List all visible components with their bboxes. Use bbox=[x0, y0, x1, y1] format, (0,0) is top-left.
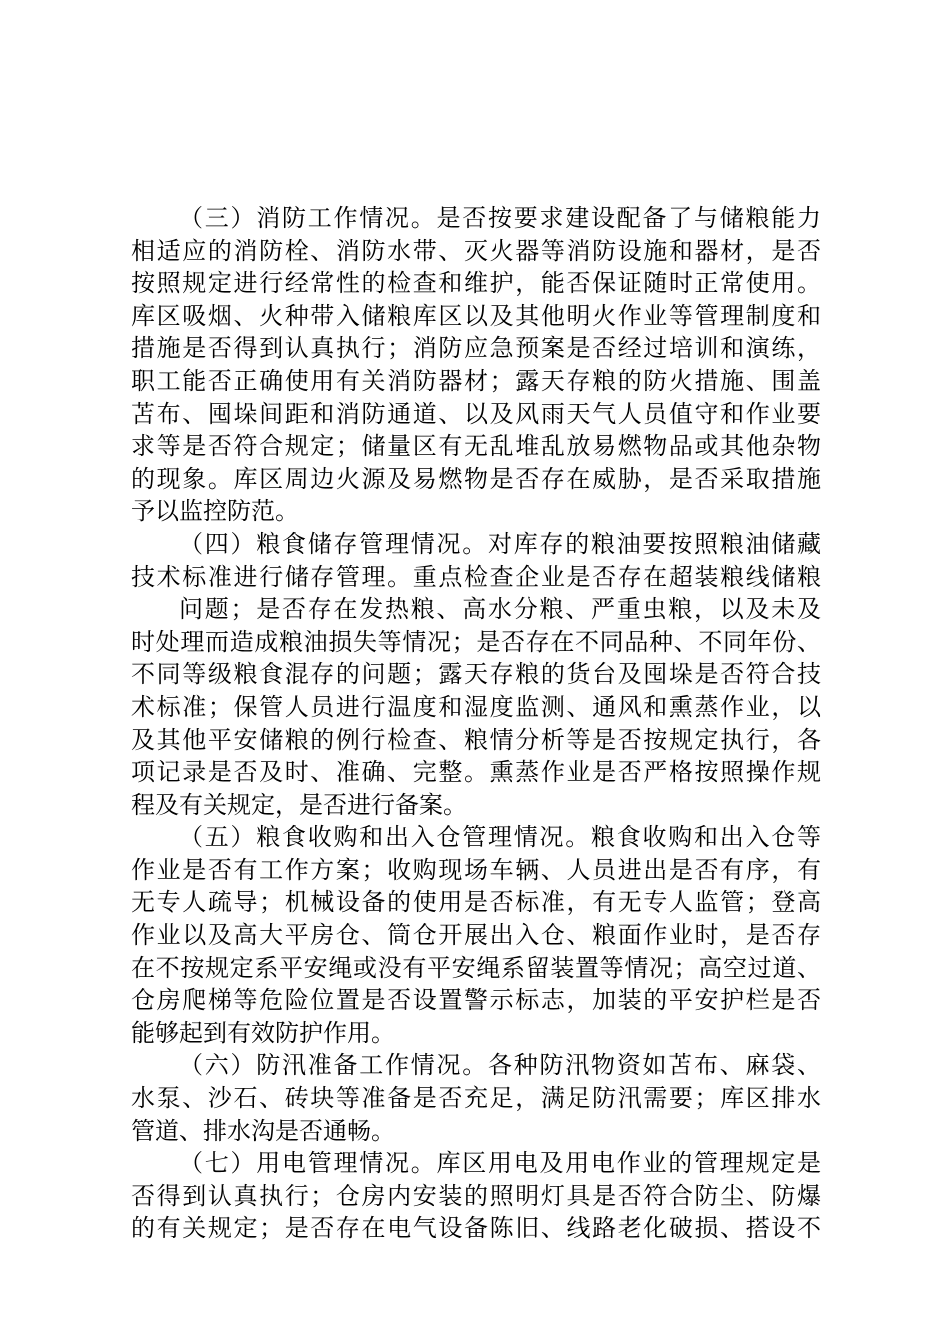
text-line: 予以监控防范。 bbox=[131, 497, 299, 526]
text-line: 求等是否符合规定；储量区有无乱堆乱放易燃物品或其他杂物 bbox=[131, 432, 821, 461]
text-line: 作业以及高大平房仓、筒仓开展出入仓、粮面作业时，是否存 bbox=[131, 921, 821, 950]
text-line: 否得到认真执行；仓房内安装的照明灯具是否符合防尘、防爆 bbox=[131, 1181, 821, 1210]
text-line: 按照规定进行经常性的检查和维护，能否保证随时正常使用。 bbox=[131, 269, 821, 298]
text-line: 技术标准进行储存管理。重点检查企业是否存在超装粮线储粮 bbox=[131, 562, 821, 591]
text-line: 库区吸烟、火种带入储粮库区以及其他明火作业等管理制度和 bbox=[131, 301, 821, 330]
text-line: 相适应的消防栓、消防水带、灭火器等消防设施和器材，是否 bbox=[131, 236, 821, 265]
paragraph-6-heading-line: （六）防汛准备工作情况。各种防汛物资如苫布、麻袋、 bbox=[179, 1051, 821, 1080]
document-body bbox=[131, 202, 821, 1245]
text-line: 的现象。库区周边火源及易燃物是否存在威胁，是否采取措施 bbox=[131, 464, 821, 493]
text-line: 不同等级粮食混存的问题；露天存粮的货台及囤垛是否符合技 bbox=[131, 660, 821, 689]
text-line: 作业是否有工作方案；收购现场车辆、人员进出是否有序，有 bbox=[131, 855, 821, 884]
text-line: 程及有关规定，是否进行备案。 bbox=[131, 790, 467, 819]
text-line: 能够起到有效防护作用。 bbox=[131, 1018, 395, 1047]
paragraph-3-heading-line: （三）消防工作情况。是否按要求建设配备了与储粮能力 bbox=[179, 204, 821, 232]
text-line: 无专人疏导；机械设备的使用是否标准，有无专人监管；登高 bbox=[131, 888, 821, 917]
text-line: 术标准；保管人员进行温度和湿度监测、通风和熏蒸作业，以 bbox=[131, 692, 821, 721]
text-line: 水泵、沙石、砖块等准备是否充足，满足防汛需要；库区排水 bbox=[131, 1084, 821, 1113]
text-line: 职工能否正确使用有关消防器材；露天存粮的防火措施、围盖 bbox=[131, 366, 821, 395]
paragraph-7-heading-line: （七）用电管理情况。库区用电及用电作业的管理规定是 bbox=[179, 1149, 821, 1178]
text-line: 问题；是否存在发热粮、高水分粮、严重虫粮，以及未及 bbox=[179, 595, 821, 624]
text-line: 在不按规定系平安绳或没有平安绳系留装置等情况；高空过道、 bbox=[131, 953, 821, 982]
text-line: 管道、排水沟是否通畅。 bbox=[131, 1116, 395, 1145]
text-line: 项记录是否及时、准确、完整。熏蒸作业是否严格按照操作规 bbox=[131, 758, 821, 787]
text-line: 的有关规定；是否存在电气设备陈旧、线路老化破损、搭设不 bbox=[131, 1214, 821, 1243]
paragraph-4-heading-line: （四）粮食储存管理情况。对库存的粮油要按照粮油储藏 bbox=[179, 529, 821, 558]
text-line: 时处理而造成粮油损失等情况；是否存在不同品种、不同年份、 bbox=[131, 627, 821, 656]
text-line: 苫布、囤垛间距和消防通道、以及风雨天气人员值守和作业要 bbox=[131, 399, 821, 428]
paragraph-5-heading-line: （五）粮食收购和出入仓管理情况。粮食收购和出入仓等 bbox=[179, 823, 821, 852]
text-line: 仓房爬梯等危险位置是否设置警示标志，加装的平安护栏是否 bbox=[131, 986, 821, 1015]
text-line: 措施是否得到认真执行；消防应急预案是否经过培训和演练， bbox=[131, 334, 821, 363]
text-line: 及其他平安储粮的例行检查、粮情分析等是否按规定执行，各 bbox=[131, 725, 821, 754]
